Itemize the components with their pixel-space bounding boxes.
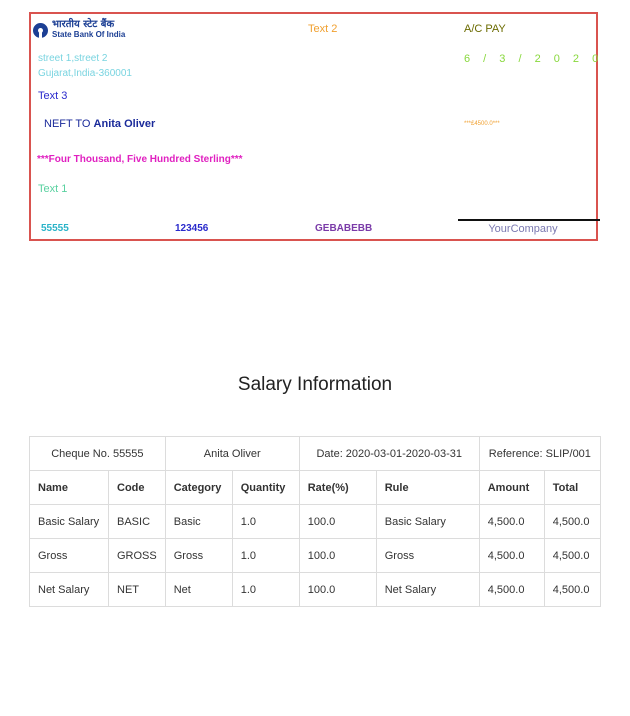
header-cell: Quantity <box>232 471 299 505</box>
header-cell: Rule <box>376 471 479 505</box>
amount-in-words: ***Four Thousand, Five Hundred Sterling*** <box>37 154 243 165</box>
header-cell: Category <box>165 471 232 505</box>
header-cell: Amount <box>479 471 544 505</box>
table-row <box>30 505 601 539</box>
table-cell: 1.0 <box>232 573 299 607</box>
table-cell: BASIC <box>109 505 166 539</box>
cheque-amount: ***£4500.0*** <box>464 121 500 127</box>
info-cheque-no: Cheque No. 55555 <box>30 437 166 471</box>
header-cell: Code <box>109 471 166 505</box>
address-line-2: Gujarat,India-360001 <box>38 68 132 79</box>
header-cell: Rate(%) <box>299 471 376 505</box>
cheque-number: 55555 <box>41 223 69 234</box>
table-cell: Basic <box>165 505 232 539</box>
table-row <box>30 539 601 573</box>
company-name: YourCompany <box>488 223 558 235</box>
payee-line <box>44 118 155 130</box>
table-cell: Basic Salary <box>30 505 109 539</box>
table-cell: NET <box>109 573 166 607</box>
table-cell: 100.0 <box>299 573 376 607</box>
salary-title: Salary Information <box>237 374 393 395</box>
signature-line <box>458 219 600 221</box>
table-cell: 4,500.0 <box>544 539 600 573</box>
text-2: Text 2 <box>308 23 338 35</box>
table-cell: Net Salary <box>30 573 109 607</box>
bank-name-english: State Bank Of India <box>52 30 126 39</box>
header-row <box>30 471 601 505</box>
table-cell: Net Salary <box>376 573 479 607</box>
header-cell: Total <box>544 471 600 505</box>
ifsc-code: GEBABEBB <box>315 223 373 234</box>
cheque <box>29 12 604 241</box>
info-row <box>30 437 601 471</box>
bank-name-hindi: भारतीय स्टेट बैंक <box>52 19 115 30</box>
table-cell: 4,500.0 <box>479 573 544 607</box>
table-cell: 1.0 <box>232 505 299 539</box>
table-cell: 1.0 <box>232 539 299 573</box>
table-cell: Gross <box>165 539 232 573</box>
table-cell: 4,500.0 <box>479 505 544 539</box>
table-cell: 100.0 <box>299 505 376 539</box>
salary-table <box>29 436 601 607</box>
ac-pay-label: A/C PAY <box>464 23 506 35</box>
cheque-date: 6 / 3 / 2 0 2 0 <box>464 53 604 65</box>
table-cell: Gross <box>376 539 479 573</box>
table-cell: Basic Salary <box>376 505 479 539</box>
info-period: Date: 2020-03-01-2020-03-31 <box>299 437 479 471</box>
table-cell: 100.0 <box>299 539 376 573</box>
table-cell: GROSS <box>109 539 166 573</box>
info-reference: Reference: SLIP/001 <box>479 437 600 471</box>
info-employee: Anita Oliver <box>165 437 299 471</box>
bank-logo <box>33 20 125 40</box>
account-number: 123456 <box>175 223 209 234</box>
sbi-logo-icon <box>33 23 48 38</box>
table-cell: Net <box>165 573 232 607</box>
text-3: Text 3 <box>38 90 68 102</box>
text-1: Text 1 <box>38 183 68 195</box>
payee-name: Anita Oliver <box>93 118 156 130</box>
table-cell: 4,500.0 <box>544 573 600 607</box>
table-cell: 4,500.0 <box>544 505 600 539</box>
address-line-1: street 1,street 2 <box>38 53 108 64</box>
header-cell: Name <box>30 471 109 505</box>
neft-prefix: NEFT TO <box>44 118 91 130</box>
table-row <box>30 573 601 607</box>
table-cell: 4,500.0 <box>479 539 544 573</box>
table-cell: Gross <box>30 539 109 573</box>
